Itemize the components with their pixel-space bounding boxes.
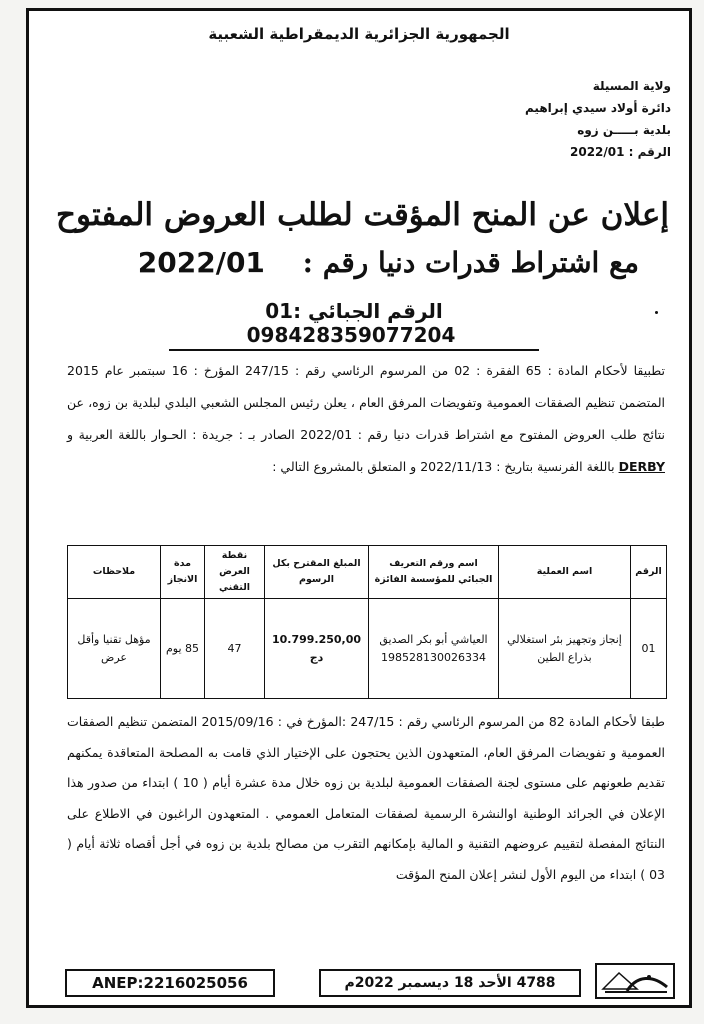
company-name: العياشي أبو بكر الصديق: [379, 632, 488, 646]
announcement-frame: [26, 8, 692, 1008]
company-id: 198528130026334: [381, 650, 486, 664]
commune-line: بلدية بـــــن زوه: [577, 123, 671, 137]
fiscal-number: 098428359077204: [246, 323, 456, 347]
issue-info: 4788 الأحد 18 ديسمبر 2022م: [319, 969, 581, 997]
cell-amount: 10.799.250,00 دج: [265, 599, 369, 699]
col-header-notes: ملاحظات: [68, 546, 161, 599]
derby-newspaper: DERBY: [618, 459, 665, 474]
paragraph1-text-a: تطبيقا لأحكام المادة : 65 الفقرة : 02 من المرسوم الرئاسي رقم : 247/15 المؤرخ : 16 سبتمبر عام 2015 المتضمن تنظيم الصفقات العمومية وتفويضات المرفق العام ، يعلن رئيس المجلس الشعبي البلدي لبلدية بن زوه، عن نتائج طلب العروض المفتوح مع اشتراط قدرات دنيا رقم : 2022/01 الصادر بـ : جريدة : الحـوار باللغة العربية و: [67, 363, 666, 442]
cell-number: 01: [631, 599, 667, 699]
col-header-operation: اسم العملية: [499, 546, 631, 599]
award-table: [67, 545, 667, 699]
anep-number: ANEP:2216025056: [65, 969, 275, 997]
cell-score: 47: [205, 599, 265, 699]
fiscal-label: الرقم الجبائي :01: [265, 299, 443, 323]
paragraph1-text-b: باللغة الفرنسية بتاريخ : 2022/11/13 و المتعلق بالمشروع التالي :: [272, 459, 615, 474]
col-header-company: اسم ورقم التعريف الجبائي للمؤسسة الفائزة: [369, 546, 499, 599]
fiscal-id: [169, 299, 539, 351]
republic-header: الجمهورية الجزائرية الديمقراطية الشعبية: [208, 25, 510, 43]
stray-dot: [655, 311, 658, 314]
cell-operation: إنجاز وتجهيز بئر استغلالي بذراع الطين: [499, 599, 631, 699]
subtitle-text: مع اشتراط قدرات دنيا رقم :: [302, 246, 639, 279]
col-header-score: نقطة العرض التقني: [205, 546, 265, 599]
tender-number: 2022/01: [137, 246, 265, 279]
reference-number: الرقم : 2022/01: [570, 145, 671, 159]
announcement-subtitle: [89, 245, 639, 281]
col-header-number: الرقم: [631, 546, 667, 599]
col-header-duration: مدة الانجاز: [161, 546, 205, 599]
footer: [29, 969, 689, 999]
legal-paragraph-1: [67, 355, 665, 483]
table-header-row: [68, 546, 667, 599]
announcement-title: إعلان عن المنح المؤقت لطلب العروض المفتوح: [55, 197, 669, 233]
wilaya-line: ولاية المسيلة: [592, 79, 671, 93]
cell-duration: 85 يوم: [161, 599, 205, 699]
legal-paragraph-2: طبقا لأحكام المادة 82 من المرسوم الرئاسي رقم : 247/15 :المؤرخ في : 2015/09/16 المتضمن تنظيم الصفقات العمومية و تفويضات المرفق العام، المتعهدون الذين يحتجون على الإختيار الذي قامت به المصلحة المتعاقدة يمكنهم تقديم طعونهم على مستوى لجنة الصفقات العمومية لبلدية بن زوه خلال مدة عشرة أيام ( 10 ) ابتداء من صدور هذا الإعلان في الجرائد الوطنية اوالنشرة الرسمية لصفقات المتعامل العمومي . المتعهدون الراغبون في الاطلاع على النتائج المفصلة لتقييم عروضهم التقنية و المالية بإمكانهم التقرب من مصالح بلدية بن زوه في أجل أقصاه ثلاثة أيام ( 03 ) ابتداء من اليوم الأول لنشر إعلان المنح المؤقت: [67, 714, 666, 882]
newspaper-logo: [595, 963, 675, 999]
admin-block: [451, 75, 671, 163]
daira-line: دائرة أولاد سيدي إبراهيم: [525, 101, 671, 115]
cell-company: [369, 599, 499, 699]
cell-notes: مؤهل تقنيا وأقل عرض: [68, 599, 161, 699]
hiwar-logo-icon: [597, 965, 673, 997]
col-header-amount: المبلغ المقترح بكل الرسوم: [265, 546, 369, 599]
table-row: [68, 599, 667, 699]
